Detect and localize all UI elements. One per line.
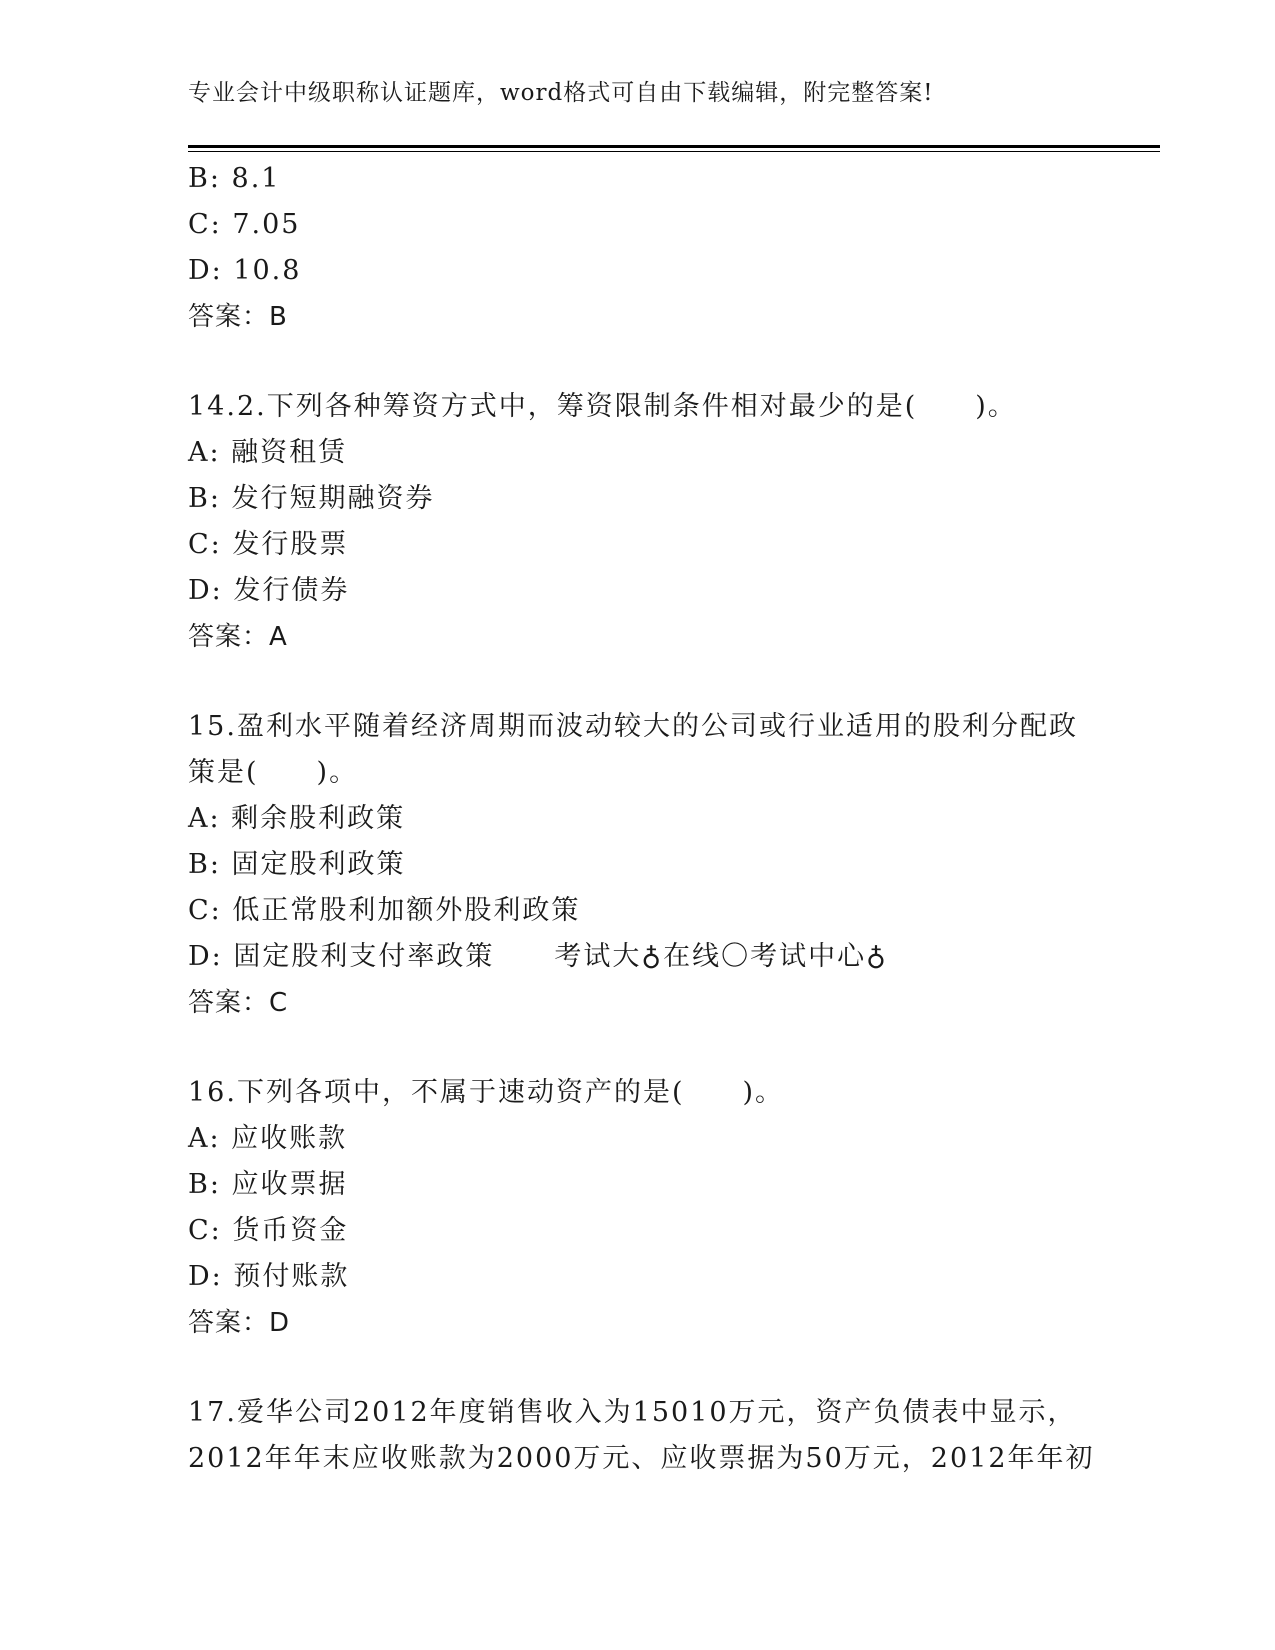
question-text-continued: 策是( )。 bbox=[188, 757, 359, 788]
option-c: C: 低正常股利加额外股利政策 bbox=[188, 895, 581, 926]
question-block-14 bbox=[188, 384, 1148, 660]
header-rule-thin bbox=[188, 151, 1160, 152]
answer-line: 答案：C bbox=[188, 988, 289, 1018]
answer-line: 答案：D bbox=[188, 1308, 291, 1338]
question-text: 16.下列各项中，不属于速动资产的是( )。 bbox=[188, 1077, 785, 1108]
option-a: A: 融资租赁 bbox=[188, 437, 348, 468]
option-b: B: 8.1 bbox=[188, 163, 281, 194]
option-d-row bbox=[188, 934, 1148, 980]
question-block-17 bbox=[188, 1390, 1148, 1482]
option-c: C: 货币资金 bbox=[188, 1215, 349, 1246]
question-content bbox=[188, 156, 1148, 1482]
question-block-16 bbox=[188, 1070, 1148, 1346]
header-rule-thick bbox=[188, 145, 1160, 148]
option-b: B: 应收票据 bbox=[188, 1169, 348, 1200]
option-a: A: 应收账款 bbox=[188, 1123, 348, 1154]
option-b: B: 发行短期融资券 bbox=[188, 483, 435, 514]
question-block-13 bbox=[188, 156, 1148, 340]
document-header: 专业会计中级职称认证题库，word格式可自由下载编辑，附完整答案! bbox=[188, 80, 934, 106]
option-c: C: 发行股票 bbox=[188, 529, 349, 560]
option-d: D: 10.8 bbox=[188, 255, 302, 286]
answer-line: 答案：B bbox=[188, 302, 288, 332]
option-b: B: 固定股利政策 bbox=[188, 849, 406, 880]
answer-line: 答案：A bbox=[188, 622, 288, 652]
question-text-continued: 2012年年末应收账款为2000万元、应收票据为50万元，2012年年初 bbox=[188, 1443, 1095, 1474]
option-d: D: 预付账款 bbox=[188, 1261, 350, 1292]
option-d: D: 固定股利支付率政策 bbox=[188, 941, 495, 972]
question-block-15 bbox=[188, 704, 1148, 1026]
question-text: 14.2.下列各种筹资方式中，筹资限制条件相对最少的是( )。 bbox=[188, 391, 1017, 422]
option-d: D: 发行债券 bbox=[188, 575, 350, 606]
option-c: C: 7.05 bbox=[188, 209, 301, 240]
option-a: A: 剩余股利政策 bbox=[188, 803, 406, 834]
watermark-text: 考试大♁在线〇考试中心♁ bbox=[554, 941, 888, 972]
question-text: 17.爱华公司2012年度销售收入为15010万元，资产负债表中显示， bbox=[188, 1397, 1077, 1428]
question-text: 15.盈利水平随着经济周期而波动较大的公司或行业适用的股利分配政 bbox=[188, 711, 1078, 742]
